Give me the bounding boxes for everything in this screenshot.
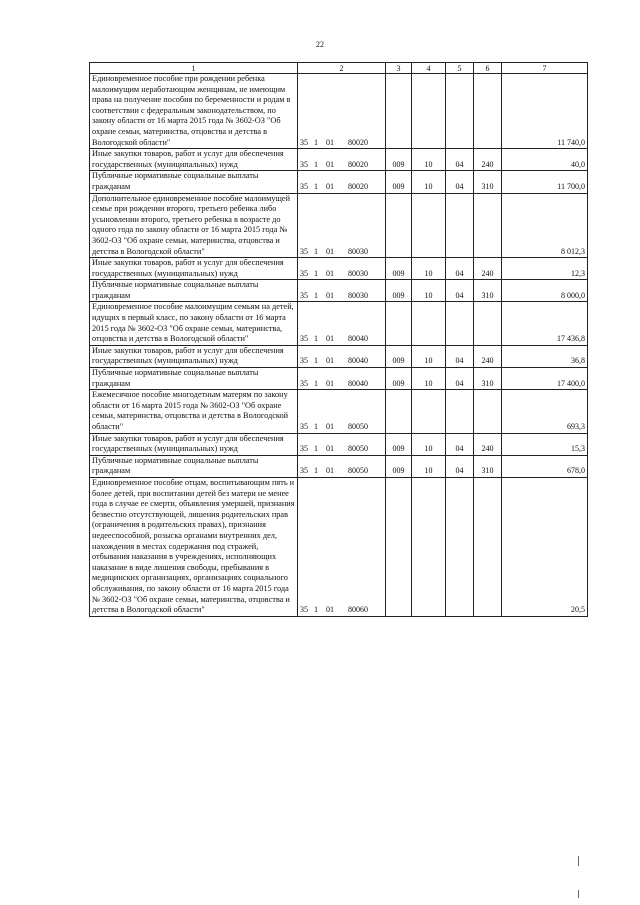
table-row — [90, 74, 588, 149]
row-description: Дополнительное единовременное пособие малоимущей семье при рождении второго, третьего ребенка либо усыновлении второго, третьего ребенка в возрасте до одного года по закону области от 16 марта 2015 года № 3602-ОЗ "Об охране семьи, материнства, отцовства и детства в Вологодской области" — [90, 193, 298, 258]
row-description: Публичные нормативные социальные выплаты гражданам — [90, 455, 298, 477]
code-part-c3: 01 — [326, 466, 334, 476]
code-part-c1: 35 — [300, 356, 308, 366]
code-part-c2: 1 — [314, 378, 318, 388]
code-part-c1: 35 — [300, 422, 308, 431]
code-part-c1: 35 — [300, 334, 308, 344]
target-article-code — [298, 171, 386, 193]
cell-col5: 04 — [446, 345, 474, 367]
cell-col3: 009 — [386, 433, 412, 455]
cell-col3 — [386, 390, 412, 433]
cell-col4: 10 — [412, 368, 446, 390]
amount-cell: 11 700,0 — [502, 171, 588, 193]
cell-col4 — [412, 302, 446, 345]
code-part-c1: 35 — [300, 137, 308, 147]
row-description: Публичные нормативные социальные выплаты гражданам — [90, 280, 298, 302]
cell-col3 — [386, 302, 412, 345]
code-part-c1: 35 — [300, 290, 308, 300]
page-number: 22 — [316, 40, 324, 49]
table-row — [90, 280, 588, 302]
cell-col3: 009 — [386, 368, 412, 390]
target-article-code — [298, 149, 386, 171]
code-part-c4: 80050 — [348, 422, 368, 431]
cell-col4 — [412, 477, 446, 616]
amount-cell: 40,0 — [502, 149, 588, 171]
code-part-c2: 1 — [314, 356, 318, 366]
row-description: Единовременное пособие малоимущим семьям на детей, идущих в первый класс, по закону области от 16 марта 2015 года № 3602-ОЗ "Об охране семьи, материнства, отцовства и детства в Вологодской области" — [90, 302, 298, 345]
column-header-5: 5 — [446, 63, 474, 74]
column-header-7: 7 — [502, 63, 588, 74]
amount-cell: 8 000,0 — [502, 280, 588, 302]
cell-col6: 310 — [474, 280, 502, 302]
code-part-c1: 35 — [300, 246, 308, 256]
amount-cell: 12,3 — [502, 258, 588, 280]
code-part-c4: 80050 — [348, 466, 368, 476]
code-part-c2: 1 — [314, 137, 318, 147]
code-part-c4: 80030 — [348, 246, 368, 256]
target-article-code — [298, 455, 386, 477]
cell-col6 — [474, 74, 502, 149]
code-part-c1: 35 — [300, 159, 308, 169]
cell-col6 — [474, 302, 502, 345]
budget-table — [89, 62, 588, 617]
cell-col3 — [386, 193, 412, 258]
code-part-c2: 1 — [314, 246, 318, 256]
target-article-code — [298, 433, 386, 455]
amount-cell: 17 436,8 — [502, 302, 588, 345]
table-row — [90, 302, 588, 345]
cell-col6: 240 — [474, 433, 502, 455]
cell-col5 — [446, 302, 474, 345]
amount-cell: 15,3 — [502, 433, 588, 455]
row-description: Единовременное пособие при рождении ребенка малоимущим неработающим женщинам, не имеющим права на получение пособия по беременности и родам в соответствии с федеральным законодательством, по закону области от 16 марта 2015 года № 3602-ОЗ "Об охране семьи, материнства, отцовства и детства в Вологодской области" — [90, 74, 298, 149]
cell-col4: 10 — [412, 171, 446, 193]
table-row — [90, 345, 588, 367]
target-article-code — [298, 193, 386, 258]
column-header-4: 4 — [412, 63, 446, 74]
code-part-c1: 35 — [300, 605, 308, 615]
target-article-code — [298, 280, 386, 302]
cell-col5: 04 — [446, 171, 474, 193]
cell-col4: 10 — [412, 433, 446, 455]
code-part-c4: 80040 — [348, 334, 368, 344]
table-row — [90, 171, 588, 193]
cell-col3: 009 — [386, 455, 412, 477]
cell-col5: 04 — [446, 368, 474, 390]
cell-col3: 009 — [386, 258, 412, 280]
cell-col4: 10 — [412, 258, 446, 280]
code-part-c1: 35 — [300, 466, 308, 476]
cell-col3 — [386, 74, 412, 149]
row-description: Единовременное пособие отцам, воспитывающим пять и более детей, при воспитании детей без матери не менее года в случае ее смерти, объявления умершей, признания безвестно отсутствующей, лишения родительских прав (ограничения в родительских правах), признания недееспособной, розыска органами внутренних дел, нахождения в местах содержания под стражей, отбывания наказания в учреждениях, исполняющих наказание в виде лишения свободы, пребывания в медицинских организациях, организациях социального обслуживания, по закону области от 16 марта 2015 года № 3602-ОЗ "Об охране семьи, материнства, отцовства и детства в Вологодской области" — [90, 477, 298, 616]
amount-cell: 20,5 — [502, 477, 588, 616]
cell-col6: 310 — [474, 368, 502, 390]
code-part-c4: 80030 — [348, 290, 368, 300]
code-part-c3: 01 — [326, 181, 334, 191]
code-part-c4: 80050 — [348, 444, 368, 454]
cell-col3 — [386, 477, 412, 616]
table-row — [90, 390, 588, 433]
cell-col6: 240 — [474, 345, 502, 367]
code-part-c3: 01 — [326, 159, 334, 169]
cell-col3: 009 — [386, 171, 412, 193]
code-part-c2: 1 — [314, 444, 318, 454]
cell-col3: 009 — [386, 345, 412, 367]
cell-col4: 10 — [412, 149, 446, 171]
cell-col6 — [474, 390, 502, 433]
code-part-c1: 35 — [300, 268, 308, 278]
cell-col5: 04 — [446, 280, 474, 302]
code-part-c1: 35 — [300, 181, 308, 191]
target-article-code — [298, 390, 386, 433]
cell-col4 — [412, 390, 446, 433]
code-part-c2: 1 — [314, 466, 318, 476]
target-article-code — [298, 477, 386, 616]
row-description: Публичные нормативные социальные выплаты гражданам — [90, 171, 298, 193]
row-description: Иные закупки товаров, работ и услуг для обеспечения государственных (муниципальных) нужд — [90, 149, 298, 171]
column-header-1: 1 — [90, 63, 298, 74]
table-row — [90, 455, 588, 477]
code-part-c3: 01 — [326, 137, 334, 147]
code-part-c4: 80020 — [348, 137, 368, 147]
target-article-code — [298, 302, 386, 345]
cell-col6: 240 — [474, 258, 502, 280]
code-part-c4: 80060 — [348, 605, 368, 615]
cell-col5 — [446, 193, 474, 258]
code-part-c2: 1 — [314, 334, 318, 344]
code-part-c2: 1 — [314, 268, 318, 278]
code-part-c3: 01 — [326, 605, 334, 615]
row-description: Публичные нормативные социальные выплаты гражданам — [90, 368, 298, 390]
target-article-code — [298, 368, 386, 390]
code-part-c3: 01 — [326, 334, 334, 344]
cell-col5: 04 — [446, 149, 474, 171]
amount-cell: 17 400,0 — [502, 368, 588, 390]
code-part-c3: 01 — [326, 290, 334, 300]
amount-cell: 36,8 — [502, 345, 588, 367]
amount-cell: 693,3 — [502, 390, 588, 433]
code-part-c3: 01 — [326, 422, 334, 431]
code-part-c1: 35 — [300, 444, 308, 454]
cell-col5 — [446, 74, 474, 149]
code-part-c3: 01 — [326, 268, 334, 278]
code-part-c3: 01 — [326, 356, 334, 366]
code-part-c4: 80020 — [348, 181, 368, 191]
code-part-c2: 1 — [314, 159, 318, 169]
code-part-c4: 80040 — [348, 378, 368, 388]
cell-col6 — [474, 477, 502, 616]
column-header-6: 6 — [474, 63, 502, 74]
amount-cell: 8 012,3 — [502, 193, 588, 258]
header-row — [90, 63, 588, 74]
target-article-code — [298, 74, 386, 149]
cell-col5: 04 — [446, 455, 474, 477]
cell-col6: 310 — [474, 455, 502, 477]
code-part-c2: 1 — [314, 181, 318, 191]
code-part-c3: 01 — [326, 378, 334, 388]
table-row — [90, 149, 588, 171]
table-row — [90, 433, 588, 455]
row-description: Иные закупки товаров, работ и услуг для обеспечения государственных (муниципальных) нужд — [90, 345, 298, 367]
cell-col5: 04 — [446, 433, 474, 455]
row-description: Иные закупки товаров, работ и услуг для обеспечения государственных (муниципальных) нужд — [90, 433, 298, 455]
code-part-c4: 80020 — [348, 159, 368, 169]
amount-cell: 11 740,0 — [502, 74, 588, 149]
cell-col4: 10 — [412, 455, 446, 477]
code-part-c1: 35 — [300, 378, 308, 388]
cell-col5 — [446, 390, 474, 433]
cell-col4 — [412, 193, 446, 258]
target-article-code — [298, 258, 386, 280]
amount-cell: 678,0 — [502, 455, 588, 477]
scan-mark — [578, 890, 579, 898]
row-description: Иные закупки товаров, работ и услуг для обеспечения государственных (муниципальных) нужд — [90, 258, 298, 280]
cell-col3: 009 — [386, 280, 412, 302]
code-part-c2: 1 — [314, 290, 318, 300]
cell-col6: 240 — [474, 149, 502, 171]
cell-col6: 310 — [474, 171, 502, 193]
cell-col3: 009 — [386, 149, 412, 171]
cell-col4: 10 — [412, 280, 446, 302]
row-description: Ежемесячное пособие многодетным матерям по закону области от 16 марта 2015 года № 3602-ОЗ "Об охране семьи, материнства, отцовства и детства в Вологодской области" — [90, 390, 298, 433]
target-article-code — [298, 345, 386, 367]
table-row — [90, 368, 588, 390]
code-part-c3: 01 — [326, 444, 334, 454]
table-row — [90, 258, 588, 280]
table-row — [90, 477, 588, 616]
scan-mark — [578, 856, 579, 866]
code-part-c4: 80040 — [348, 356, 368, 366]
code-part-c3: 01 — [326, 246, 334, 256]
table-row — [90, 193, 588, 258]
cell-col5: 04 — [446, 258, 474, 280]
cell-col5 — [446, 477, 474, 616]
column-header-3: 3 — [386, 63, 412, 74]
code-part-c4: 80030 — [348, 268, 368, 278]
code-part-c2: 1 — [314, 422, 318, 431]
code-part-c2: 1 — [314, 605, 318, 615]
cell-col4 — [412, 74, 446, 149]
cell-col4: 10 — [412, 345, 446, 367]
column-header-2: 2 — [298, 63, 386, 74]
cell-col6 — [474, 193, 502, 258]
